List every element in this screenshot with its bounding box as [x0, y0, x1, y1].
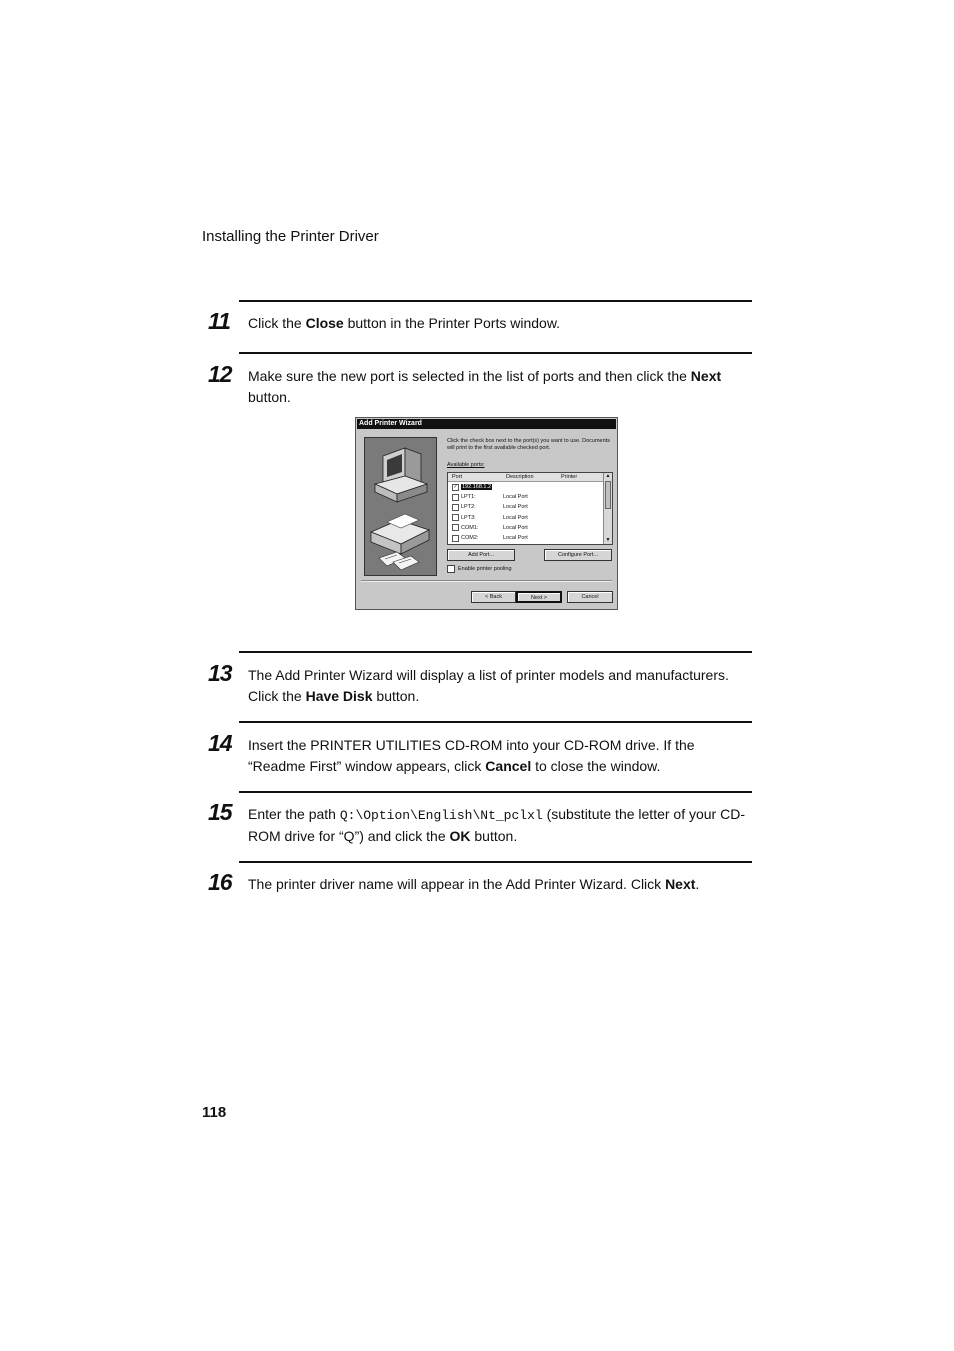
port-description: Local Port	[503, 535, 528, 542]
port-row[interactable]	[448, 492, 612, 502]
add-printer-wizard-dialog	[355, 417, 618, 610]
scroll-down-icon[interactable]: ▼	[605, 537, 611, 543]
column-header-description[interactable]: Description	[506, 474, 534, 480]
enable-pooling-checkbox[interactable]	[447, 565, 455, 573]
scroll-thumb[interactable]	[605, 481, 611, 509]
step-divider	[239, 791, 752, 793]
step-number: 12	[208, 361, 232, 387]
computer-printer-illustration	[364, 437, 437, 576]
port-list[interactable]	[447, 472, 613, 545]
scroll-up-icon[interactable]: ▲	[605, 473, 611, 479]
port-name: COM1:	[461, 524, 479, 531]
port-name: LPT1:	[461, 494, 476, 501]
port-description: Local Port	[503, 494, 528, 501]
port-checkbox[interactable]: ✓	[453, 483, 458, 490]
dialog-title: Add Printer Wizard	[357, 419, 616, 429]
enable-pooling-option[interactable]	[447, 565, 512, 573]
dialog-instruction: Click the check box next to the port(s) you want to use. Documents will print to the first available checked port.	[447, 438, 610, 451]
step-divider	[239, 721, 752, 723]
port-checkbox[interactable]	[452, 504, 459, 511]
step-text: Make sure the new port is selected in the list of ports and then click the Next button.	[248, 368, 722, 405]
step-divider	[239, 651, 752, 653]
port-list-scrollbar[interactable]	[603, 473, 612, 544]
install-path-code: Q:\Option\English\Nt_pclxl	[339, 808, 543, 823]
configure-port-button[interactable]: Configure Port...	[544, 549, 612, 561]
port-list-header	[448, 473, 612, 482]
step-number: 13	[208, 660, 232, 686]
step-divider	[239, 352, 752, 354]
column-header-port[interactable]: Port	[452, 474, 463, 480]
step-divider	[239, 300, 752, 302]
cancel-button[interactable]: Cancel	[567, 591, 613, 603]
port-row[interactable]	[448, 533, 612, 543]
step-divider	[239, 861, 752, 863]
port-checkbox[interactable]	[452, 494, 459, 501]
page-number: 118	[202, 1104, 227, 1121]
port-description: Local Port	[503, 524, 528, 531]
port-name: COM2:	[461, 535, 479, 542]
port-row[interactable]	[448, 523, 612, 533]
port-row[interactable]	[448, 502, 612, 512]
port-name: LPT3:	[461, 514, 476, 521]
port-row[interactable]	[448, 482, 612, 492]
port-checkbox[interactable]	[452, 524, 459, 531]
step-text: The Add Printer Wizard will display a list of printer models and manufacturers. Click the Have Disk button.	[248, 667, 729, 704]
step-number: 15	[208, 799, 232, 825]
step-text: Enter the path Q:\Option\English\Nt_pclxl (substitute the letter of your CD-ROM drive for “Q”) and click the OK button.	[248, 806, 745, 844]
add-port-button[interactable]: Add Port...	[447, 549, 515, 561]
step-text: The printer driver name will appear in the Add Printer Wizard. Click Next.	[248, 876, 700, 892]
step-number: 14	[208, 730, 232, 756]
back-button[interactable]: < Back	[471, 591, 516, 603]
column-header-printer[interactable]: Printer	[561, 474, 578, 480]
port-name: LPT2:	[461, 504, 476, 511]
dialog-separator	[361, 580, 612, 582]
port-name: 192.168.1.2	[462, 484, 492, 491]
computer-printer-icon	[365, 438, 436, 575]
step-text: Click the Close button in the Printer Ports window.	[248, 315, 561, 331]
enable-pooling-label: Enable printer pooling	[458, 566, 512, 572]
port-description: Local Port	[503, 514, 528, 521]
step-text: Insert the PRINTER UTILITIES CD-ROM into your CD-ROM drive. If the “Readme First” window appears, click Cancel to close the window.	[248, 737, 695, 774]
step-number: 16	[208, 869, 232, 895]
running-head: Installing the Printer Driver	[202, 228, 379, 245]
port-checkbox[interactable]	[452, 535, 459, 542]
next-button[interactable]: Next >	[516, 591, 562, 603]
port-row[interactable]	[448, 513, 612, 523]
port-description: Local Port	[503, 504, 528, 511]
step-number: 11	[208, 308, 230, 334]
available-ports-label: Available ports:	[447, 462, 485, 468]
port-checkbox[interactable]	[452, 514, 459, 521]
